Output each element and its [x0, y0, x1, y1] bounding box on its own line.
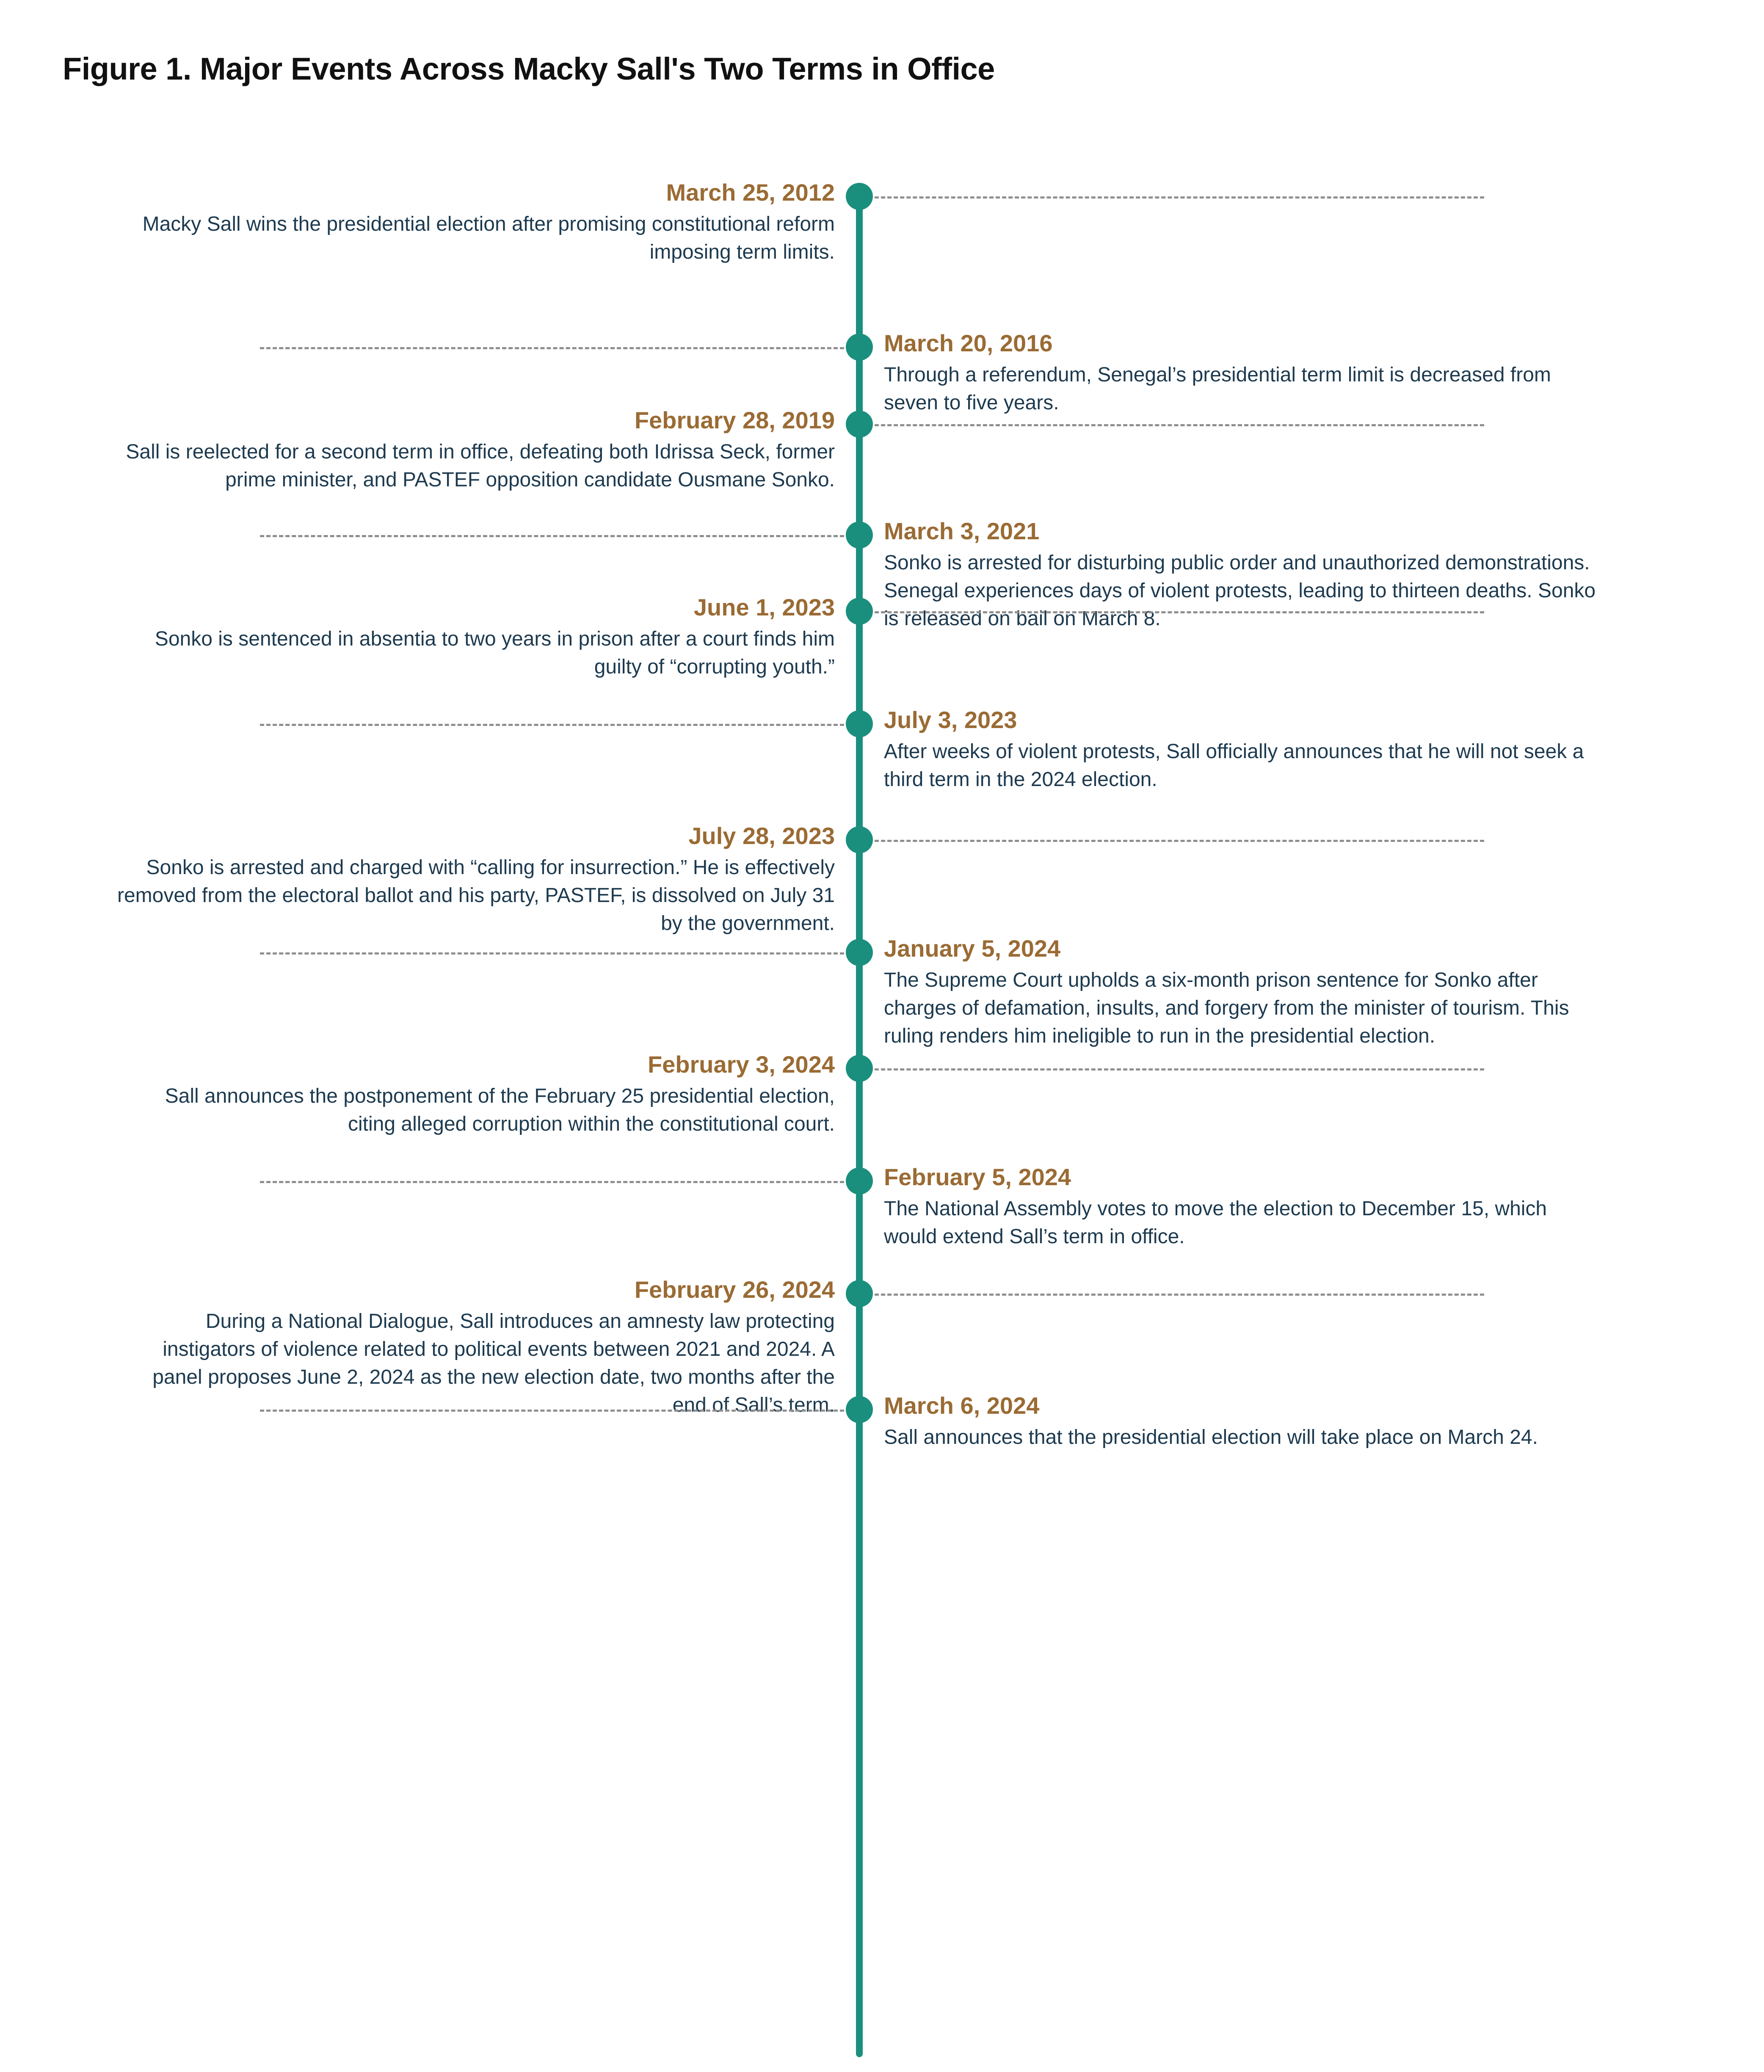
timeline-event [884, 707, 1604, 794]
timeline-connector [260, 724, 844, 726]
timeline-connector [875, 1294, 1484, 1296]
timeline-event [884, 935, 1604, 1050]
timeline-connector [260, 535, 844, 537]
event-date: July 3, 2023 [884, 706, 1017, 733]
timeline-dot [846, 1055, 873, 1082]
timeline-dot [846, 521, 873, 549]
event-date: March 25, 2012 [666, 179, 835, 206]
timeline-dot [846, 411, 873, 438]
timeline-event [884, 518, 1604, 633]
timeline-dot [846, 598, 873, 625]
timeline-event [115, 1277, 835, 1420]
event-date: June 1, 2023 [693, 594, 835, 621]
event-date: February 26, 2024 [634, 1276, 835, 1303]
timeline-dot [846, 826, 873, 853]
event-description: Sall announces the postponement of the February 25 presidential election, citing alleged corruption within the constitutional court. [165, 1084, 835, 1135]
timeline-event [115, 823, 835, 938]
event-description: Sonko is sentenced in absentia to two years in prison after a court finds him guilty of “corrupting youth.” [155, 627, 835, 678]
timeline-event [115, 407, 835, 494]
event-description: Sall announces that the presidential election will take place on March 24. [884, 1426, 1538, 1448]
timeline-event [884, 1393, 1604, 1451]
timeline-event [115, 594, 835, 681]
event-description: During a National Dialogue, Sall introduces an amnesty law protecting instigators of violence related to political events between 2021 and 2024. A panel proposes June 2, 2024 as the new election date, two months after the end of Sall’s term. [152, 1310, 835, 1417]
event-date: March 20, 2016 [884, 330, 1053, 356]
timeline-dot [846, 183, 873, 210]
event-description: Sonko is arrested for disturbing public order and unauthorized demonstrations. Senegal experiences days of violent protests, leading to thirteen deaths. Sonko is released on bail on March 8. [884, 551, 1596, 630]
page-title: Figure 1. Major Events Across Macky Sall's Two Terms in Office [63, 51, 995, 86]
event-date: March 6, 2024 [884, 1392, 1040, 1419]
timeline-event [884, 330, 1604, 417]
event-date: January 5, 2024 [884, 935, 1061, 962]
timeline-connector [260, 1181, 844, 1183]
timeline-dot [846, 1167, 873, 1195]
event-description: The National Assembly votes to move the election to December 15, which would extend Sall’s term in office. [884, 1197, 1547, 1248]
timeline-dot [846, 334, 873, 361]
timeline-connector [260, 1410, 844, 1412]
timeline-connector [260, 952, 844, 955]
timeline-connector [875, 424, 1484, 426]
event-description: Sonko is arrested and charged with “calling for insurrection.” He is effectively removed from the electoral ballot and his party, PASTEF, is dissolved on July 31 by the government. [117, 856, 835, 935]
timeline-dot [846, 939, 873, 966]
timeline-dot [846, 1396, 873, 1423]
event-description: Through a referendum, Senegal’s presidential term limit is decreased from seven to five years. [884, 363, 1551, 414]
event-description: Macky Sall wins the presidential election after promising constitutional reform imposing term limits. [142, 212, 835, 263]
event-description: The Supreme Court upholds a six-month prison sentence for Sonko after charges of defamation, insults, and forgery from the minister of tourism. This ruling renders him ineligible to run in the presidential election. [884, 968, 1569, 1048]
timeline-event [115, 1051, 835, 1138]
event-date: February 28, 2019 [634, 407, 835, 433]
timeline-dot [846, 710, 873, 737]
event-date: July 28, 2023 [688, 822, 835, 849]
timeline-spine [856, 190, 863, 2057]
timeline-connector [875, 840, 1484, 842]
timeline-event [115, 179, 835, 266]
timeline-event [884, 1164, 1604, 1251]
timeline-connector [875, 1068, 1484, 1070]
timeline-connector [875, 611, 1484, 613]
event-description: Sall is reelected for a second term in office, defeating both Idrissa Seck, former prime minister, and PASTEF opposition candidate Ousmane Sonko. [126, 440, 835, 491]
timeline-dot [846, 1280, 873, 1307]
event-date: February 5, 2024 [884, 1164, 1071, 1190]
timeline-connector [875, 196, 1484, 199]
timeline-connector [260, 347, 844, 349]
event-date: February 3, 2024 [647, 1051, 835, 1078]
event-description: After weeks of violent protests, Sall officially announces that he will not seek a third term in the 2024 election. [884, 740, 1584, 791]
event-date: March 3, 2021 [884, 518, 1040, 544]
